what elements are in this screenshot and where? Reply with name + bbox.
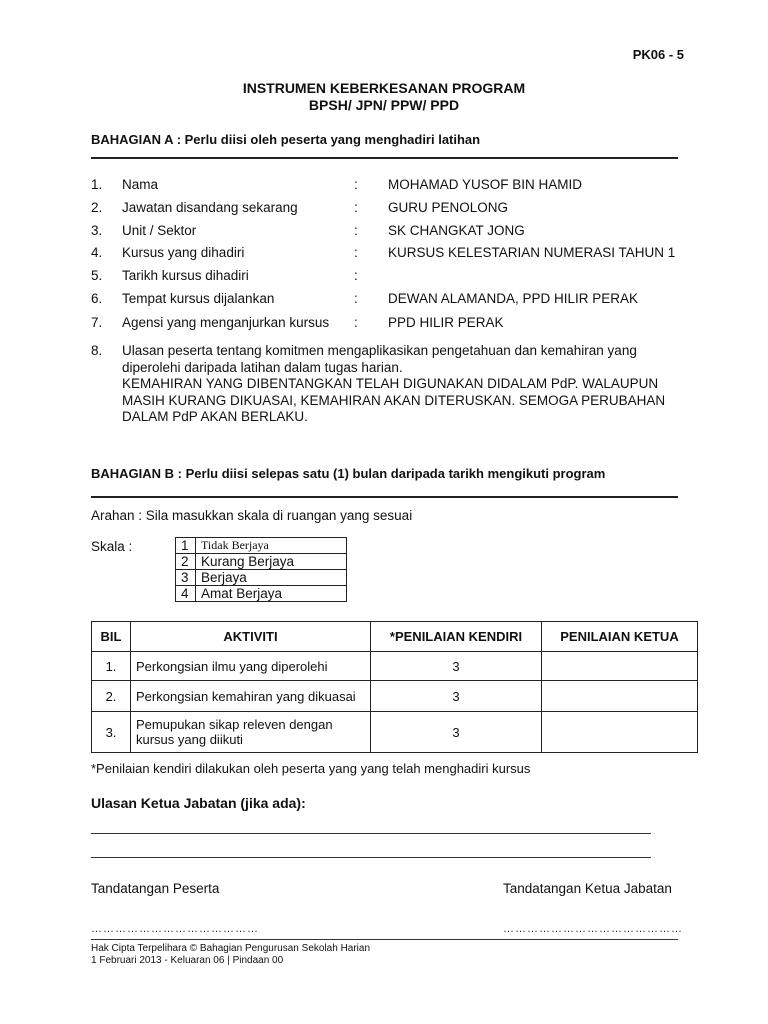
field-value: MOHAMAD YUSOF BIN HAMID — [388, 177, 583, 192]
field-value: KURSUS KELESTARIAN NUMERASI TAHUN 1 — [388, 245, 676, 260]
row-number: 2. — [92, 681, 131, 712]
field-number: 2. — [91, 200, 103, 215]
field-colon: : — [354, 268, 358, 283]
evaluation-table — [91, 621, 698, 753]
item8-question-line: Ulasan peserta tentang komitmen mengaplikasikan pengetahuan dan kemahiran yang — [122, 343, 637, 358]
section-a-heading: BAHAGIAN A : Perlu diisi oleh peserta yang menghadiri latihan — [91, 132, 481, 147]
scale-text: Kurang Berjaya — [196, 554, 347, 570]
field-colon: : — [354, 291, 358, 306]
scale-text: Amat Berjaya — [196, 586, 347, 602]
document-title: INSTRUMEN KEBERKESANAN PROGRAM — [242, 80, 526, 96]
column-header-head-rating: PENILAIAN KETUA — [542, 622, 698, 652]
row-head-rating[interactable] — [542, 652, 698, 681]
activity-line: Pemupukan sikap releven dengan — [136, 717, 333, 732]
field-label: Unit / Sektor — [122, 223, 197, 238]
field-row — [91, 177, 691, 195]
row-activity — [131, 712, 371, 753]
row-self-rating[interactable]: 3 — [371, 712, 542, 753]
field-row — [91, 245, 691, 263]
field-number: 6. — [91, 291, 103, 306]
column-header-bil: BIL — [92, 622, 131, 652]
field-number: 4. — [91, 245, 103, 260]
field-value: DEWAN ALAMANDA, PPD HILIR PERAK — [388, 291, 639, 306]
field-number: 5. — [91, 268, 103, 283]
scale-row — [176, 586, 347, 602]
field-colon: : — [354, 200, 358, 215]
scale-row — [176, 570, 347, 586]
field-label: Tarikh kursus dihadiri — [122, 268, 249, 283]
self-rating-note: *Penilaian kendiri dilakukan oleh peserta yang yang telah menghadiri kursus — [91, 761, 531, 776]
scale-row — [176, 538, 347, 554]
column-header-self-rating: *PENILAIAN KENDIRI — [371, 622, 542, 652]
field-number: 7. — [91, 315, 103, 330]
field-label: Kursus yang dihadiri — [122, 245, 245, 260]
section-b-heading: BAHAGIAN B : Perlu diisi selepas satu (1) bulan daripada tarikh mengikuti program — [91, 466, 606, 481]
head-signature-line[interactable]: ……………………………………… — [503, 923, 683, 935]
scale-number: 2 — [176, 554, 196, 570]
field-label: Nama — [122, 177, 159, 192]
scale-table — [175, 537, 347, 602]
activity-line: Perkongsian kemahiran yang dikuasai — [136, 688, 356, 704]
scale-text: Tidak Berjaya — [196, 538, 347, 554]
row-head-rating[interactable] — [542, 712, 698, 753]
table-row — [92, 652, 698, 681]
participant-signature-line[interactable]: …………………………………… — [91, 923, 259, 935]
footer-release: 1 Februari 2013 - Keluaran 06 | Pindaan 00 — [91, 955, 284, 966]
table-row — [92, 712, 698, 753]
row-self-rating[interactable]: 3 — [371, 681, 542, 712]
section-b-divider — [91, 496, 678, 498]
review-line[interactable] — [91, 833, 651, 834]
field-number: 1. — [91, 177, 103, 192]
row-number: 1. — [92, 652, 131, 681]
field-row — [91, 223, 691, 241]
column-header-activity: AKTIVITI — [131, 622, 371, 652]
row-head-rating[interactable] — [542, 681, 698, 712]
item8-text — [122, 343, 692, 426]
row-self-rating[interactable]: 3 — [371, 652, 542, 681]
review-heading: Ulasan Ketua Jabatan (jika ada): — [91, 795, 306, 811]
document-code: PK06 - 5 — [632, 47, 684, 62]
field-label: Jawatan disandang sekarang — [122, 200, 298, 215]
scale-number: 4 — [176, 586, 196, 602]
field-row — [91, 315, 691, 333]
item8-answer-line: KEMAHIRAN YANG DIBENTANGKAN TELAH DIGUNAKAN DIDALAM PdP. WALAUPUN — [122, 376, 659, 391]
scale-label: Skala : — [91, 539, 133, 554]
item8-question-line: diperolehi daripada latihan dalam tugas harian. — [122, 359, 403, 375]
instruction-text: Arahan : Sila masukkan skala di ruangan yang sesuai — [91, 508, 413, 523]
item8-number: 8. — [91, 343, 103, 358]
table-header-row — [92, 622, 698, 652]
row-activity — [131, 681, 371, 712]
scale-text: Berjaya — [196, 570, 347, 586]
scale-number: 1 — [176, 538, 196, 554]
field-colon: : — [354, 245, 358, 260]
field-label: Agensi yang menganjurkan kursus — [122, 315, 330, 330]
footer-copyright: Hak Cipta Terpelihara © Bahagian Pengurusan Sekolah Harian — [91, 943, 371, 954]
scale-number: 3 — [176, 570, 196, 586]
field-row — [91, 268, 691, 286]
table-row — [92, 681, 698, 712]
footer-divider — [91, 939, 678, 940]
participant-signature-label: Tandatangan Peserta — [91, 881, 220, 896]
field-colon: : — [354, 177, 358, 192]
field-value: GURU PENOLONG — [388, 200, 509, 215]
item8-answer-line: DALAM PdP AKAN BERLAKU. — [122, 409, 308, 424]
field-label: Tempat kursus dijalankan — [122, 291, 275, 306]
head-signature-label: Tandatangan Ketua Jabatan — [503, 881, 672, 896]
row-activity — [131, 652, 371, 681]
section-a-divider — [91, 157, 678, 159]
activity-line: kursus yang diikuti — [136, 732, 243, 747]
field-row — [91, 200, 691, 218]
field-colon: : — [354, 315, 358, 330]
document-subtitle: BPSH/ JPN/ PPW/ PPD — [308, 97, 460, 113]
review-line[interactable] — [91, 857, 651, 858]
activity-line: Perkongsian ilmu yang diperolehi — [136, 658, 328, 674]
field-number: 3. — [91, 223, 103, 238]
field-colon: : — [354, 223, 358, 238]
item8-answer-line: MASIH KURANG DIKUASAI, KEMAHIRAN AKAN DITERUSKAN. SEMOGA PERUBAHAN — [122, 392, 666, 408]
field-value: SK CHANGKAT JONG — [388, 223, 525, 238]
row-number: 3. — [92, 712, 131, 753]
scale-row — [176, 554, 347, 570]
field-value: PPD HILIR PERAK — [388, 315, 504, 330]
field-row — [91, 291, 691, 309]
